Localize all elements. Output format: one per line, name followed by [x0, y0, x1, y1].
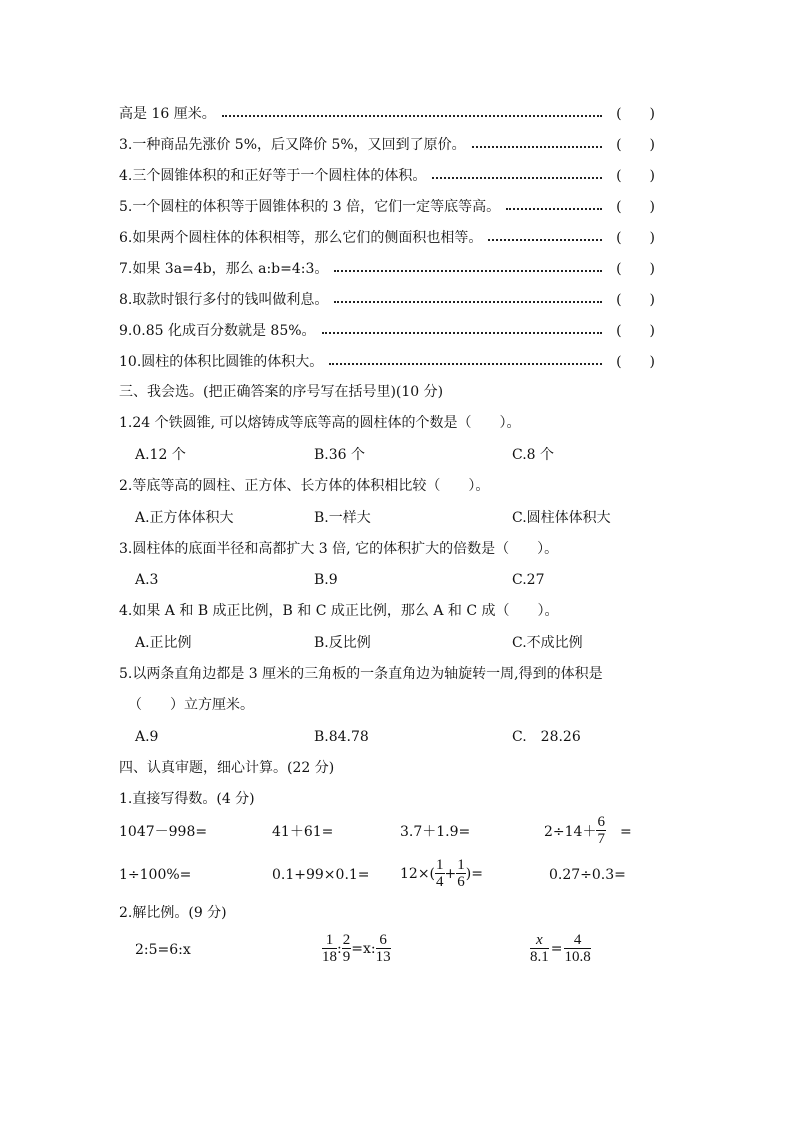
answer-blank[interactable]: ( ): [616, 323, 655, 339]
tf-item: [119, 320, 655, 340]
tf-item: [119, 351, 655, 371]
numerator: 1: [457, 857, 465, 873]
denominator: 8.1: [530, 949, 549, 965]
tf-item-text: 3.一种商品先涨价 5%，后又降价 5%，又回到了原价。: [119, 137, 466, 153]
tf-item-text: 7.如果 3a=4b，那么 a:b=4:3。: [119, 261, 329, 277]
leader-dots: [222, 115, 602, 117]
denominator: 6: [457, 874, 465, 890]
fraction: [322, 932, 337, 965]
calc-text: =x:: [351, 940, 376, 957]
option-a[interactable]: A.正方体体积大: [135, 510, 234, 526]
leader-dots: [329, 363, 602, 365]
calc-item: 0.1+99×0.1=: [272, 867, 370, 883]
calc-text: :: [337, 940, 342, 957]
leader-dots: [322, 332, 603, 334]
calc-text: =: [605, 823, 632, 840]
calc-text: 12×(: [400, 865, 436, 882]
numerator: 6: [597, 814, 605, 830]
tf-item: [119, 289, 655, 309]
option-a[interactable]: A.12 个: [135, 447, 186, 463]
subsection-heading: 1.直接写得数。(4 分): [119, 791, 255, 807]
option-b[interactable]: B.84.78: [314, 729, 369, 745]
question-text: 4.如果 A 和 B 成正比例，B 和 C 成正比例，那么 A 和 C 成（ ）。: [119, 603, 559, 619]
tf-item: [119, 165, 655, 185]
calc-item: 3.7＋1.9=: [400, 824, 471, 840]
section-heading: 四、认真审题，细心计算。(22 分): [119, 760, 335, 776]
answer-blank[interactable]: ( ): [616, 292, 655, 308]
calc-item: 0.27÷0.3=: [549, 867, 626, 883]
leader-dots: [334, 270, 602, 272]
answer-blank[interactable]: ( ): [616, 261, 655, 277]
calc-item: 1÷100%=: [119, 867, 192, 883]
option-a[interactable]: A.正比例: [135, 635, 192, 651]
denominator: 9: [342, 949, 351, 965]
proportion-item-fraction: [530, 932, 591, 965]
numerator: x: [530, 932, 549, 949]
denominator: 4: [436, 874, 444, 890]
answer-blank[interactable]: ( ): [616, 230, 655, 246]
option-b[interactable]: B.9: [314, 572, 338, 588]
option-c[interactable]: C.27: [512, 572, 545, 588]
leader-dots: [506, 208, 602, 210]
denominator: 13: [375, 949, 391, 965]
calc-text: =: [550, 940, 563, 957]
answer-blank[interactable]: ( ): [616, 199, 655, 215]
question-text: 2.等底等高的圆柱、正方体、长方体的体积相比较（ ）。: [119, 478, 490, 494]
answer-blank[interactable]: ( ): [616, 106, 655, 122]
numerator: 2: [342, 932, 351, 948]
leader-dots: [432, 177, 602, 179]
fraction: [564, 932, 590, 965]
leader-dots: [488, 239, 602, 241]
tf-item-text: 9.0.85 化成百分数就是 85%。: [119, 323, 316, 339]
fraction: [342, 932, 352, 965]
question-text-cont: （ ）立方厘米。: [128, 697, 254, 713]
fraction: [530, 932, 549, 965]
tf-item-text: 4.三个圆锥体积的和正好等于一个圆柱体的体积。: [119, 168, 427, 184]
numerator: 6: [376, 932, 391, 949]
proportion-item-fraction: [322, 932, 391, 965]
answer-blank[interactable]: ( ): [616, 354, 655, 370]
tf-item-text: 高是 16 厘米。: [119, 106, 216, 122]
option-b[interactable]: B.一样大: [314, 510, 371, 526]
denominator: 10.8: [564, 949, 591, 965]
option-a[interactable]: A.9: [135, 729, 159, 745]
denominator: 7: [597, 831, 605, 847]
numerator: 4: [564, 932, 590, 949]
tf-item-text: 6.如果两个圆柱体的体积相等，那么它们的侧面积也相等。: [119, 230, 483, 246]
calc-item: 1047－998=: [119, 824, 208, 840]
option-b[interactable]: B.36 个: [314, 447, 366, 463]
subsection-heading: 2.解比例。(9 分): [119, 905, 227, 921]
calc-item-fraction: [544, 814, 632, 847]
fraction: [435, 857, 445, 890]
tf-item-text: 10.圆柱的体积比圆锥的体积大。: [119, 354, 324, 370]
leader-dots: [472, 146, 602, 148]
fraction: [456, 857, 466, 890]
tf-item: [119, 196, 655, 216]
fraction: [376, 932, 391, 965]
tf-item: [119, 258, 655, 278]
tf-item-text: 5.一个圆柱的体积等于圆锥体积的 3 倍，它们一定等底等高。: [119, 199, 501, 215]
option-c[interactable]: C.8 个: [512, 447, 555, 463]
question-text: 5.以两条直角边都是 3 厘米的三角板的一条直角边为轴旋转一周,得到的体积是: [119, 666, 603, 682]
option-b[interactable]: B.反比例: [314, 635, 371, 651]
proportion-item: 2:5=6:x: [135, 942, 191, 958]
question-text: 1.24 个铁圆锥, 可以熔铸成等底等高的圆柱体的个数是（ ）。: [119, 415, 521, 431]
calc-text: )=: [465, 865, 483, 882]
tf-item-text: 8.取款时银行多付的钱叫做利息。: [119, 292, 329, 308]
leader-dots: [334, 301, 602, 303]
denominator: 18: [322, 949, 337, 965]
tf-item: [119, 103, 655, 123]
answer-blank[interactable]: ( ): [616, 137, 655, 153]
option-c[interactable]: C.圆柱体体积大: [512, 510, 611, 526]
calc-text: 2÷14＋: [544, 823, 597, 840]
calc-text: +: [444, 865, 457, 882]
numerator: 1: [436, 857, 444, 873]
calc-item: 41＋61=: [272, 824, 334, 840]
option-a[interactable]: A.3: [135, 572, 159, 588]
numerator: 1: [322, 932, 337, 949]
tf-item: [119, 227, 655, 247]
option-c[interactable]: C.不成比例: [512, 635, 583, 651]
option-c[interactable]: C. 28.26: [512, 729, 581, 745]
fraction: [596, 814, 606, 847]
question-text: 3.圆柱体的底面半径和高都扩大 3 倍, 它的体积扩大的倍数是（ ）。: [119, 541, 559, 557]
calc-item-fraction: [400, 857, 483, 890]
tf-item: [119, 134, 655, 154]
answer-blank[interactable]: ( ): [616, 168, 655, 184]
section-heading: 三、我会选。(把正确答案的序号写在括号里)(10 分): [119, 384, 444, 400]
